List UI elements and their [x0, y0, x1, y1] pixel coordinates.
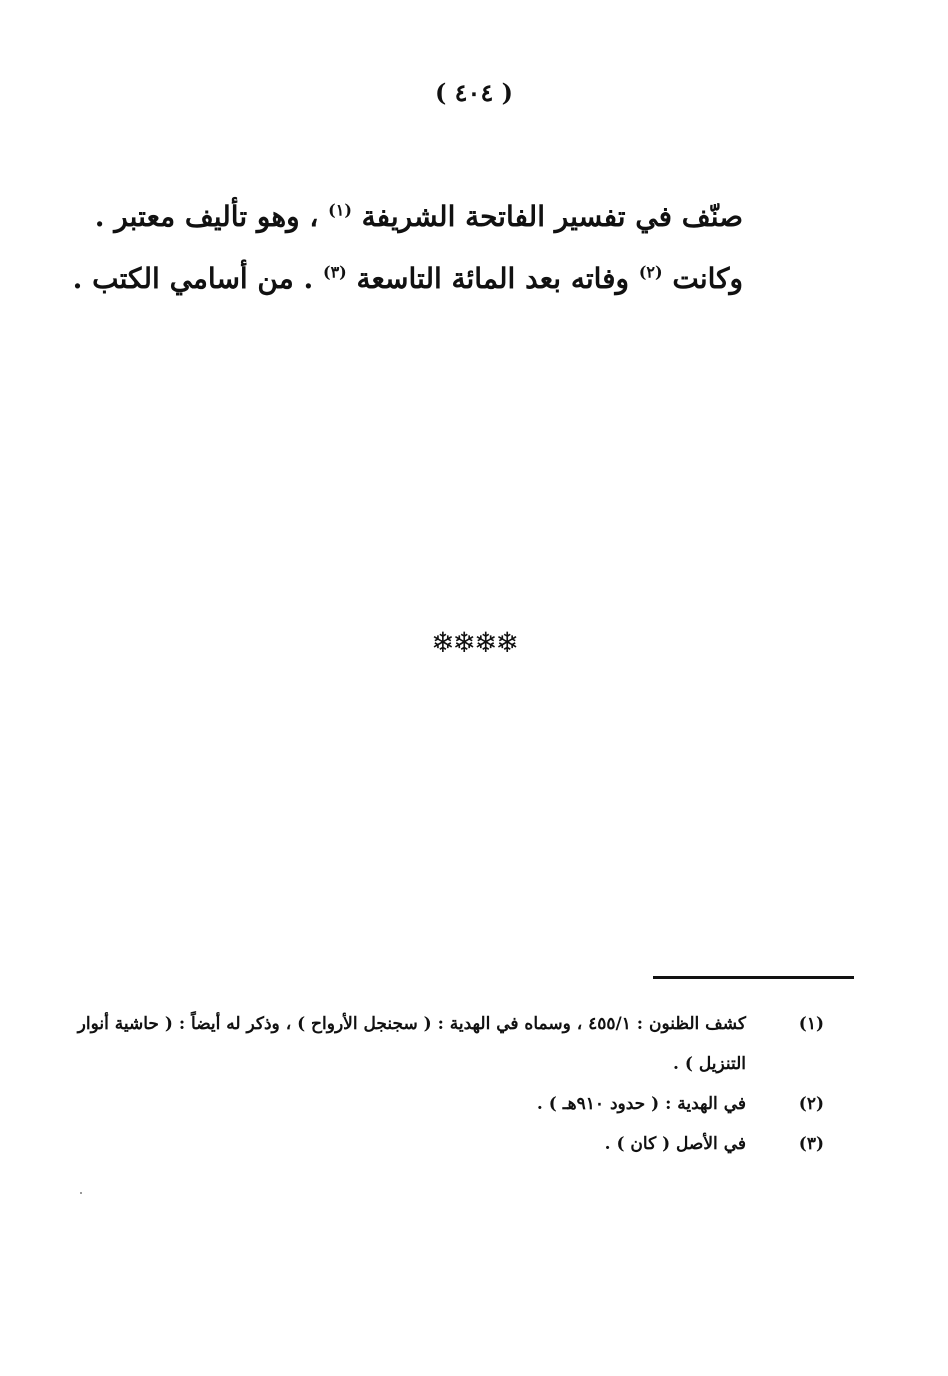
- text-segment: صنّف في تفسير الفاتحة الشريفة: [361, 200, 743, 233]
- text-segment: ، وهو تأليف معتبر .: [94, 200, 319, 233]
- footnote-separator: [653, 976, 854, 979]
- text-segment: . من أسامي الكتب .: [72, 262, 314, 295]
- section-ornament: ❄❄❄❄: [431, 626, 517, 659]
- footnote-3: [60, 1124, 850, 1164]
- footnote-ref-3[interactable]: (٣): [322, 262, 347, 282]
- footnote-text: في الهدية : ( حدود ٩١٠هـ ) .: [536, 1094, 746, 1114]
- scan-speck: [80, 1192, 82, 1194]
- main-text: [72, 186, 743, 310]
- text-line-2: [72, 248, 743, 310]
- footnote-1: [60, 1004, 850, 1084]
- footnote-ref-2[interactable]: (٢): [638, 262, 663, 282]
- footnote-ref-1[interactable]: (١): [328, 200, 352, 220]
- footnote-number: (٢): [798, 1094, 824, 1114]
- footnote-2: [60, 1084, 850, 1124]
- footnote-text: كشف الظنون : ٤٥٥/١ ، وسماه في الهدية : ( سجنجل الأرواح ) ، وذكر له أيضاً : ( حاشية أنوار التنزيل ) .: [77, 1014, 746, 1074]
- page-number: ( ٤٠٤ ): [434, 78, 514, 107]
- footnote-number: (١): [798, 1014, 824, 1034]
- footnotes: [60, 1004, 850, 1164]
- text-segment: وكانت: [672, 262, 743, 295]
- text-line-1: [94, 186, 743, 248]
- footnote-text: في الأصل ( كان ) .: [604, 1134, 746, 1154]
- text-segment: وفاته بعد المائة التاسعة: [356, 262, 630, 295]
- footnote-number: (٣): [798, 1134, 824, 1154]
